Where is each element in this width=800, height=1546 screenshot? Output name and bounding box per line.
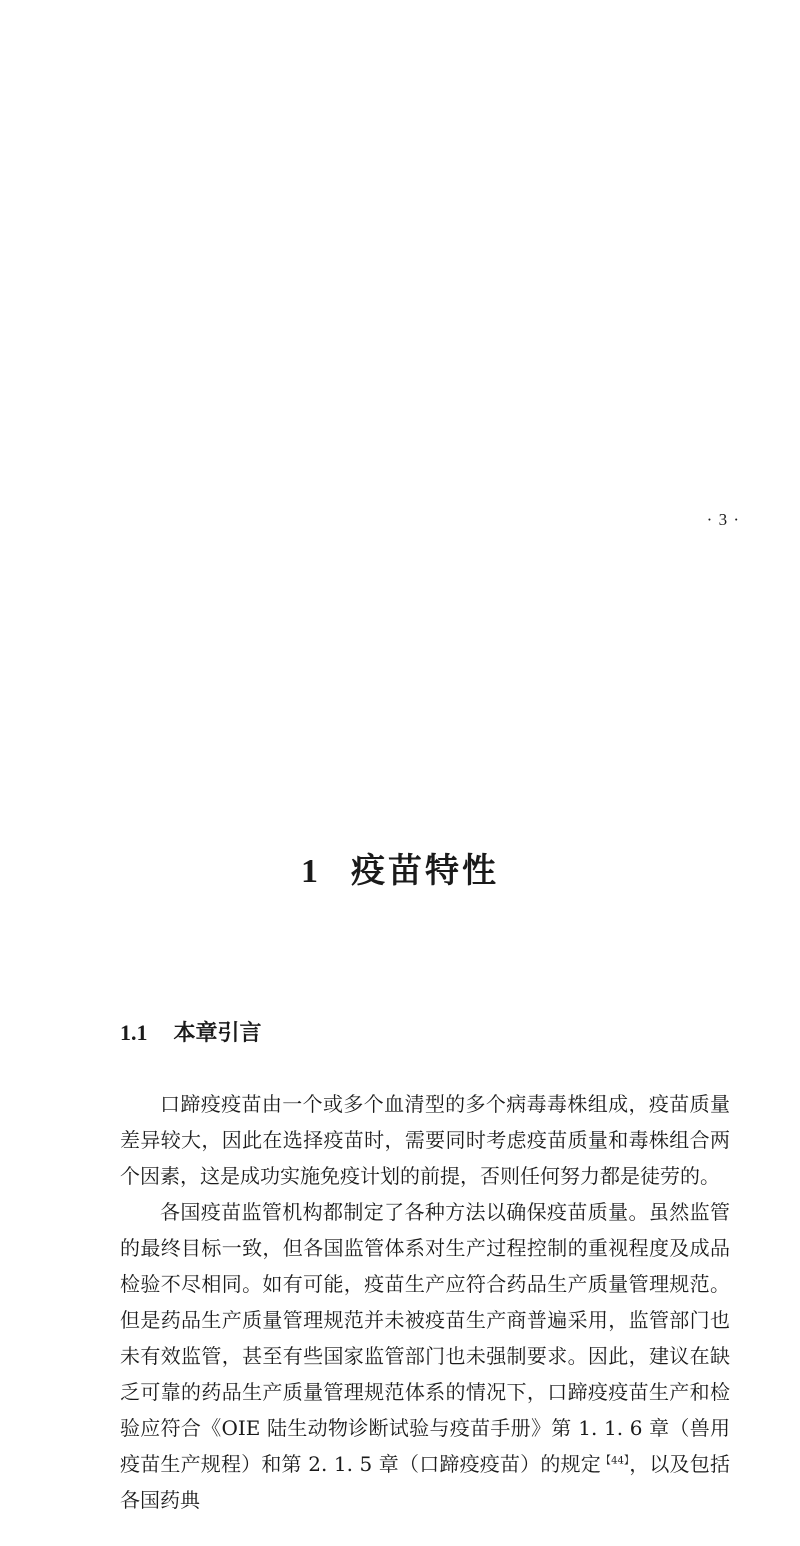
section-title: 本章引言 xyxy=(173,1021,262,1046)
chapter-title-text: 疫苗特性 xyxy=(351,851,499,891)
chapter-number: 1 xyxy=(301,853,321,890)
chapter-title xyxy=(0,843,800,892)
paragraph: 口蹄疫疫苗由一个或多个血清型的多个病毒毒株组成，疫苗质量差异较大，因此在选择疫苗时，需要同时考虑疫苗质量和毒株组合两个因素，这是成功实施免疫计划的前提，否则任何努力都是徒劳的。 xyxy=(120,1092,730,1188)
paragraph-tail: ，以及包括各国药典 xyxy=(120,1452,730,1512)
page-number: · 3 · xyxy=(706,510,740,529)
body-text xyxy=(120,1086,730,1546)
section-number: 1.1 xyxy=(120,1020,148,1045)
reference-marker: 【44】 xyxy=(600,1455,630,1467)
section-heading xyxy=(120,1016,262,1047)
paragraph xyxy=(120,1194,730,1518)
paragraph-text: 各国疫苗监管机构都制定了各种方法以确保疫苗质量。虽然监管的最终目标一致，但各国监管体系对生产过程控制的重视程度及成品检验不尽相同。如有可能，疫苗生产应符合药品生产质量管理规范。但是药品生产质量管理规范并未被疫苗生产商普遍采用，监管部门也未有效监管，甚至有些国家监管部门也未强制要求。因此，建议在缺乏可靠的药品生产质量管理规范体系的情况下，口蹄疫疫苗生产和检验应符合《OIE 陆生动物诊断试验与疫苗手册》第 1. 1. 6 章（兽用疫苗生产规程）和第 2. 1. 5 章（口蹄疫疫苗）的规定 xyxy=(120,1200,730,1476)
